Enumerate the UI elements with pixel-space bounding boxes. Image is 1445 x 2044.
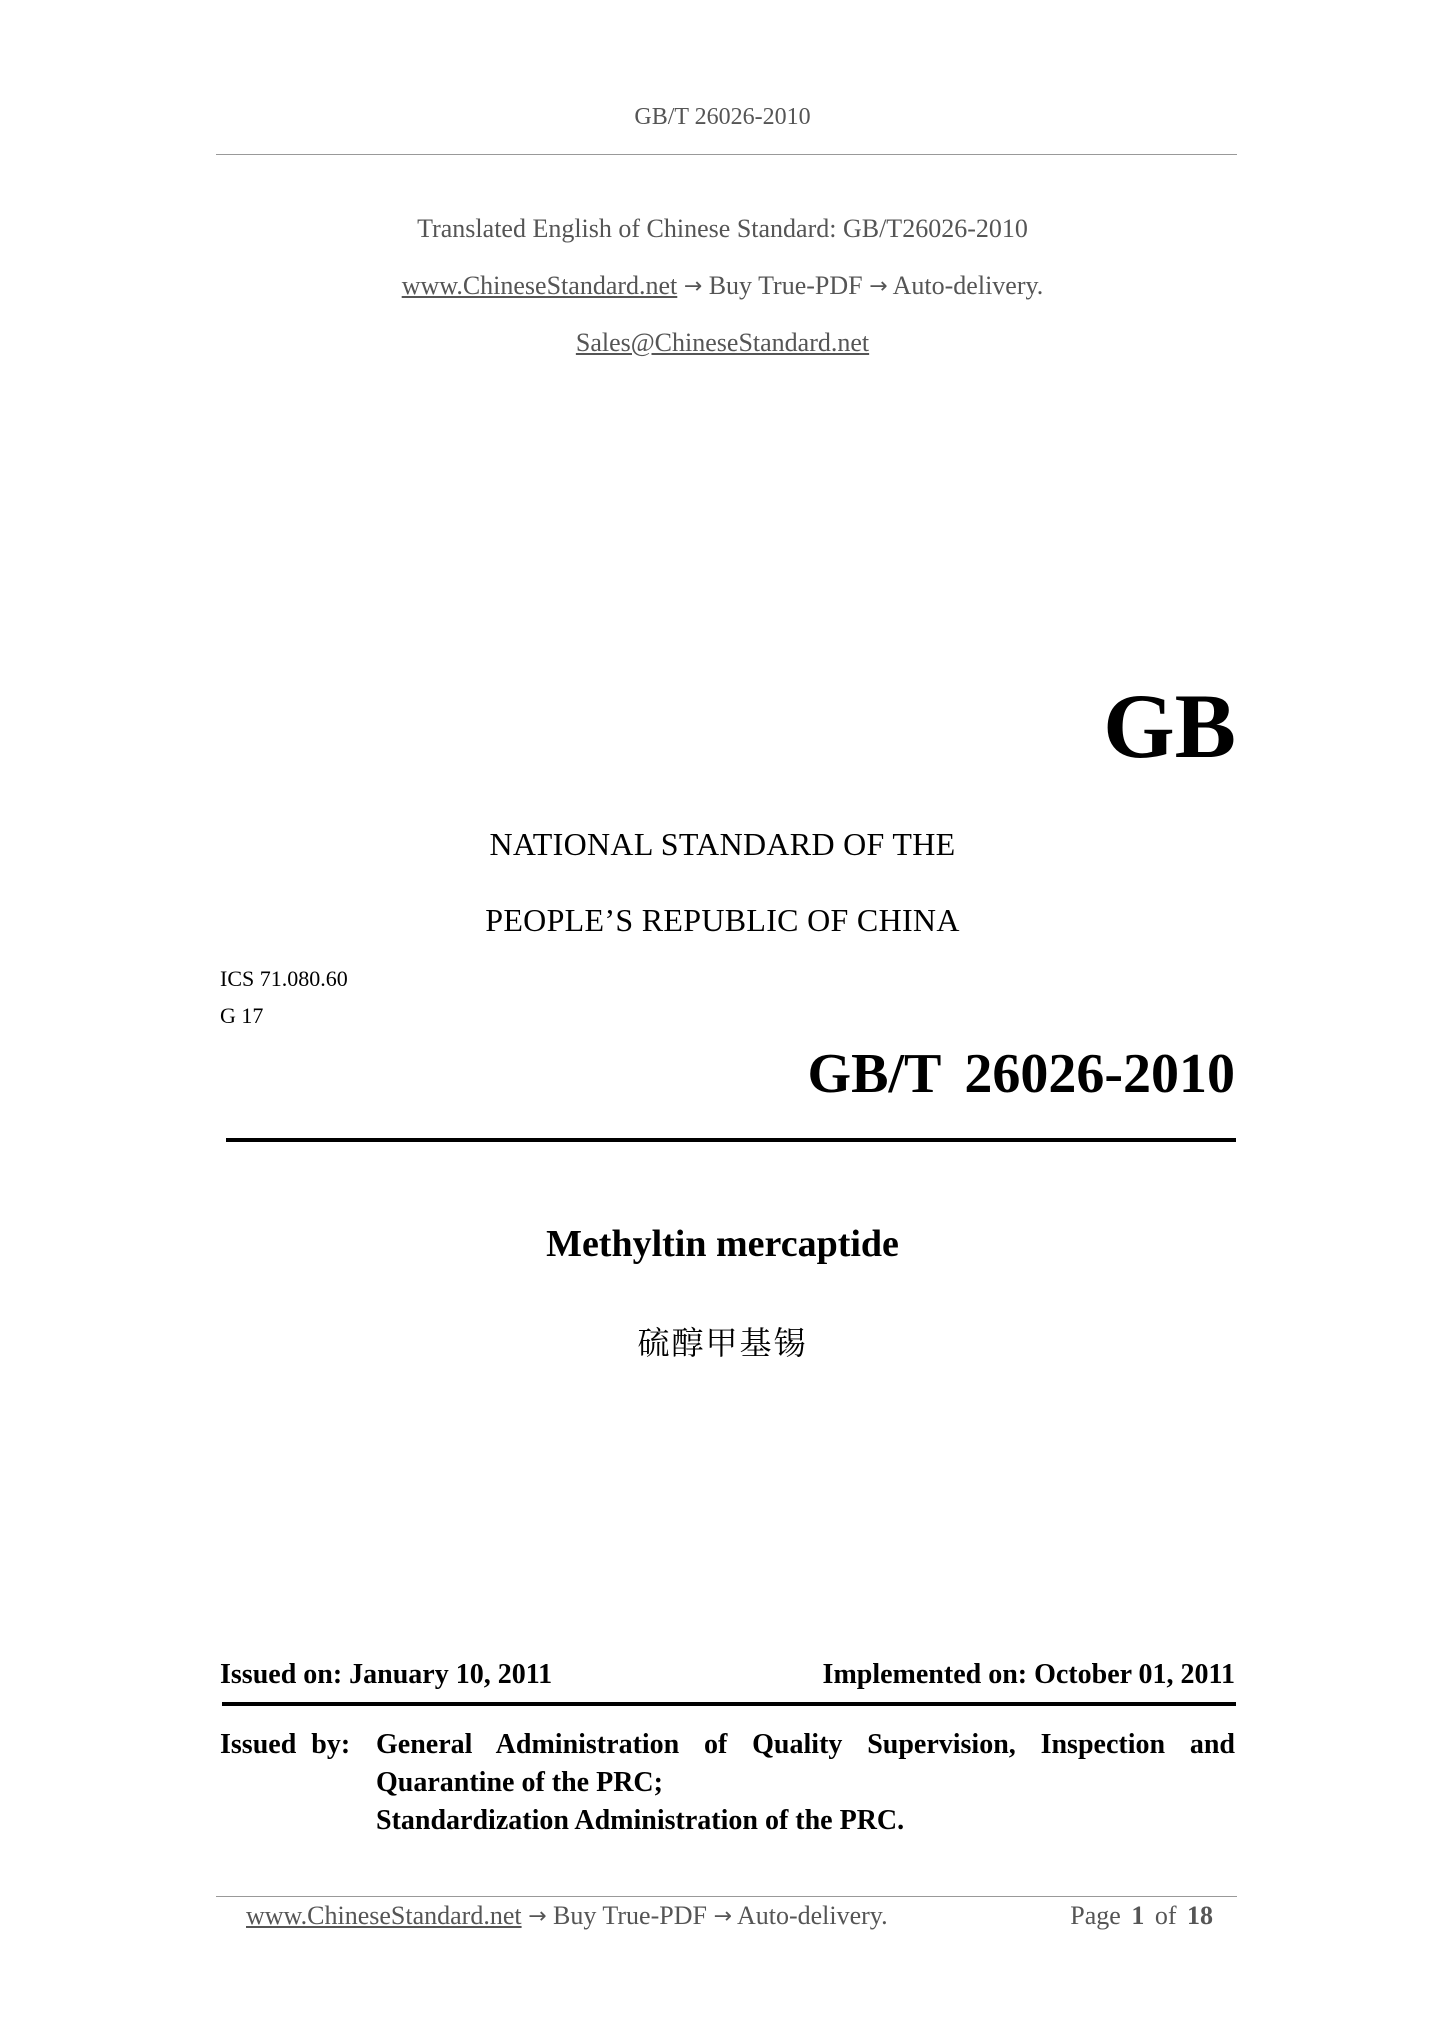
page-total: 18: [1187, 1901, 1213, 1930]
standard-number-rule: [226, 1138, 1236, 1142]
arrow-right-icon: →: [713, 1904, 732, 1929]
auto-delivery-text: Auto-delivery.: [892, 271, 1044, 300]
header-rule: [216, 154, 1237, 155]
issued-by-label: Issued by:: [220, 1729, 351, 1760]
footer-rule: [216, 1896, 1237, 1897]
arrow-right-icon: →: [683, 274, 703, 299]
title-chinese: 硫醇甲基锡: [637, 1324, 808, 1362]
issuer-line-1: General Administration of Quality Supervision, Inspection and: [376, 1729, 1235, 1760]
implemented-on-date: Implemented on: October 01, 2011: [822, 1659, 1235, 1690]
national-standard-line-2: PEOPLE’S REPUBLIC OF CHINA: [485, 902, 960, 938]
gb-mark: GB: [1103, 675, 1236, 777]
running-header: GB/T 26026-2010: [634, 104, 811, 130]
buy-true-pdf-text: Buy True-PDF: [708, 271, 863, 300]
page-current: 1: [1131, 1901, 1145, 1930]
arrow-right-icon: →: [869, 274, 888, 299]
footer-auto-delivery-text: Auto-delivery.: [736, 1901, 888, 1930]
page-counter: [1070, 1901, 1213, 1931]
of-word: of: [1154, 1901, 1177, 1930]
page-word: Page: [1070, 1901, 1121, 1930]
standard-number: GB/T 26026-2010: [807, 1043, 1235, 1105]
dates-rule: [222, 1702, 1236, 1706]
footer-purchase-line: [246, 1901, 888, 1931]
footer-chinesestandard-link[interactable]: www.ChineseStandard.net: [246, 1901, 522, 1930]
title-english: Methyltin mercaptide: [546, 1223, 899, 1265]
issuer-line-2: Quarantine of the PRC;: [376, 1767, 663, 1798]
footer-buy-true-pdf-text: Buy True-PDF: [553, 1901, 707, 1930]
purchase-line: [0, 271, 1445, 301]
arrow-right-icon: →: [528, 1904, 547, 1929]
translated-notice: Translated English of Chinese Standard: GB/T26026-2010: [417, 214, 1028, 243]
ccs-code: G 17: [220, 1003, 264, 1028]
sales-email-line: [0, 328, 1445, 358]
chinesestandard-link[interactable]: www.ChineseStandard.net: [401, 271, 678, 300]
issued-on-date: Issued on: January 10, 2011: [220, 1659, 553, 1690]
sales-email-link[interactable]: Sales@ChineseStandard.net: [575, 328, 870, 357]
ics-code: ICS 71.080.60: [220, 966, 348, 991]
issuer-line-3: Standardization Administration of the PRC.: [376, 1805, 905, 1836]
national-standard-line-1: NATIONAL STANDARD OF THE: [489, 826, 956, 862]
